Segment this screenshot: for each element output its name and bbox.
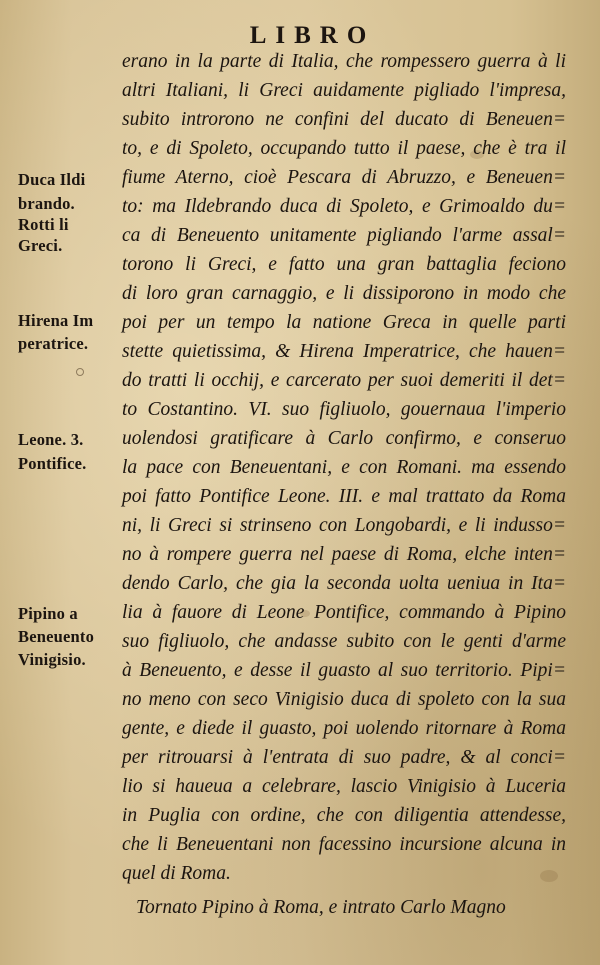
margin-note: Beneuento	[18, 627, 95, 646]
text-line: di loro gran carnaggio, e li dissiporono in modo che	[122, 283, 566, 304]
text-line: suo figliuolo, che andasse subito con le genti d'arme	[122, 631, 566, 652]
text-line: dendo Carlo, che gia la seconda uolta ueniua in Ita=	[122, 573, 566, 594]
text-line: altri Italiani, li Greci auidamente pigliado l'impresa,	[122, 80, 566, 101]
text-line: à Beneuento, e desse il guasto al suo territorio. Pipi=	[122, 660, 566, 681]
text-line: torono li Greci, e fatto una gran battaglia feciono	[122, 254, 566, 275]
text-line: to: ma Ildebrando duca di Spoleto, e Grimoaldo du=	[122, 196, 566, 217]
text-line: no meno con seco Vinigisio duca di spoleto con la sua	[122, 689, 566, 710]
margin-note: Duca Ildi	[18, 170, 86, 189]
margin-note: Hirena Im	[18, 311, 94, 330]
text-line: poi fatto Pontifice Leone. III. e mal trattato da Roma	[122, 486, 566, 507]
text-line: la pace con Beneuentani, e con Romani. ma essendo	[122, 457, 566, 478]
paper-blemish	[76, 368, 84, 376]
text-line: lio si haueua a celebrare, lascio Vinigisio à Luceria	[122, 776, 566, 797]
text-line: subito introrono ne confini del ducato di Beneuen=	[122, 109, 566, 130]
text-line: uolendosi gratificare à Carlo confirmo, e conseruo	[122, 428, 566, 449]
text-line: to Costantino. VI. suo figliuolo, gouernaua l'imperio	[122, 399, 566, 420]
running-header: LIBRO	[249, 22, 376, 49]
margin-note: Rotti li	[18, 215, 69, 234]
text-line: stette quietissima, & Hirena Imperatrice, che hauen=	[122, 341, 566, 362]
text-line: in Puglia con ordine, che con diligentia attendesse,	[122, 805, 566, 826]
text-line: fiume Aterno, cioè Pescara di Abruzzo, e Beneuen=	[122, 167, 566, 188]
text-line: do tratti li occhij, e carcerato per suoi demeriti il det=	[122, 370, 566, 391]
margin-note: Leone. 3.	[18, 430, 84, 449]
text-line: ni, li Greci si strinseno con Longobardi, e li indusso=	[122, 515, 566, 536]
text-line: poi per un tempo la natione Greca in quelle parti	[122, 312, 566, 333]
margin-note: brando.	[18, 194, 75, 213]
text-line: che li Beneuentani non facessino incursione alcuna in	[122, 834, 566, 855]
margin-note: Pipino a	[18, 604, 78, 623]
margin-note: Pontifice.	[18, 454, 87, 473]
text-line: erano in la parte di Italia, che rompessero guerra à li	[122, 51, 566, 72]
margin-note: Vinigisio.	[18, 650, 86, 669]
paragraph-first-line: Tornato Pipino à Roma, e intrato Carlo Magno	[136, 897, 506, 918]
text-line: lia à fauore di Leone Pontifice, commando à Pipino	[122, 602, 566, 623]
text-line: gente, e diede il guasto, poi uolendo ritornare à Roma	[122, 718, 566, 739]
text-line: to, e di Spoleto, occupando tutto il paese, che è tra il	[122, 138, 566, 159]
text-line: no à rompere guerra nel paese di Roma, elche inten=	[122, 544, 566, 565]
text-line: quel di Roma.	[122, 863, 231, 884]
margin-note: Greci.	[18, 236, 63, 255]
margin-note: peratrice.	[18, 334, 89, 353]
text-line: ca di Beneuento unitamente pigliando l'arme assal=	[122, 225, 566, 246]
text-line: per ritrouarsi à l'entrata di suo padre, & al conci=	[122, 747, 566, 768]
